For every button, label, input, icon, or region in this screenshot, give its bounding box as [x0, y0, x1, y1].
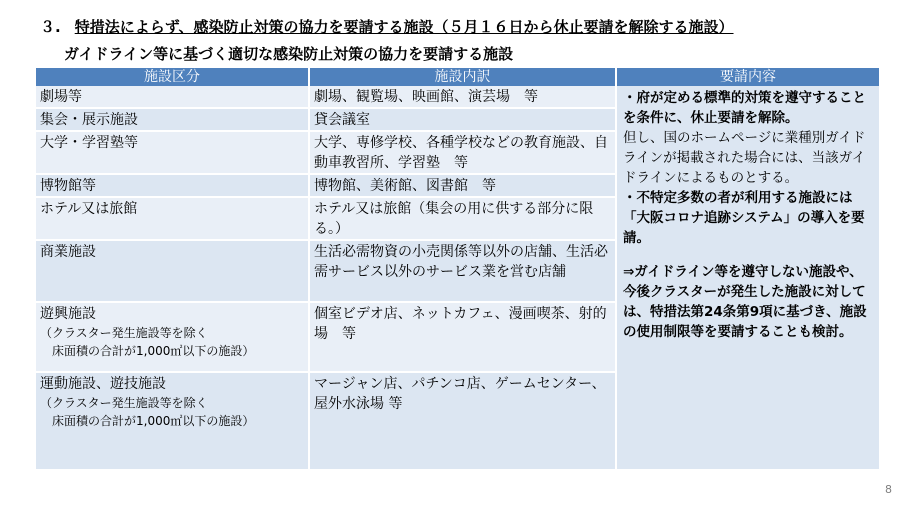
detail-cell: 博物館、美術館、図書館 等 [309, 174, 616, 197]
category-cell: ホテル又は旅館 [36, 197, 309, 240]
detail-cell: 劇場、観覧場、映画館、演芸場 等 [309, 86, 616, 108]
request-cell [616, 86, 879, 470]
detail-cell: 大学、専修学校、各種学校などの教育施設、自動車教習所、学習塾 等 [309, 131, 616, 174]
table-row [36, 86, 879, 108]
page-number: 8 [885, 483, 892, 496]
section-number: ３. [40, 18, 61, 36]
detail-cell: ホテル又は旅館（集会の用に供する部分に限る。） [309, 197, 616, 240]
category-cell: 集会・展示施設 [36, 108, 309, 131]
table-header-row [36, 68, 879, 86]
facility-table [36, 68, 879, 471]
request-guideline-note: 但し、国のホームページに業種別ガイドラインが掲載された場合には、当該ガイドラインによるものとする。 [623, 130, 866, 186]
section-subtitle: ガイドライン等に基づく適切な感染防止対策の協力を要請する施設 [64, 45, 514, 63]
category-cell: 博物館等 [36, 174, 309, 197]
request-main: ・府が定める標準的対策を遵守することを条件に、休止要請を解除。 [623, 90, 866, 126]
category-cell: 商業施設 [36, 240, 309, 302]
header-category: 施設区分 [36, 68, 309, 86]
category-cell: 遊興施設 （クラスター発生施設等を除く 床面積の合計が1,000㎡以下の施設） [36, 302, 309, 372]
detail-cell: マージャン店、パチンコ店、ゲームセンター、屋外水泳場 等 [309, 372, 616, 470]
category-note: （クラスター発生施設等を除く 床面積の合計が1,000㎡以下の施設） [40, 326, 255, 358]
header-detail: 施設内訳 [309, 68, 616, 86]
header-request: 要請内容 [616, 68, 879, 86]
request-tracking-system: ・不特定多数の者が利用する施設には「大阪コロナ追跡システム」の導入を要請。 [623, 190, 865, 246]
category-note: （クラスター発生施設等を除く 床面積の合計が1,000㎡以下の施設） [40, 396, 255, 428]
request-restriction-note: ⇒ガイドライン等を遵守しない施設や、今後クラスターが発生した施設に対しては、特措法第24条第9項に基づき、施設の使用制限等を要請することも検討。 [623, 264, 867, 340]
section-heading [40, 16, 734, 37]
detail-cell: 生活必需物資の小売関係等以外の店舗、生活必需サービス以外のサービス業を営む店舗 [309, 240, 616, 302]
detail-cell: 貸会議室 [309, 108, 616, 131]
category-cell: 大学・学習塾等 [36, 131, 309, 174]
category-cell: 運動施設、遊技施設 （クラスター発生施設等を除く 床面積の合計が1,000㎡以下の施設） [36, 372, 309, 470]
detail-cell: 個室ビデオ店、ネットカフェ、漫画喫茶、射的場 等 [309, 302, 616, 372]
category-cell: 劇場等 [36, 86, 309, 108]
section-title: 特措法によらず、感染防止対策の協力を要請する施設（５月１６日から休止要請を解除する施設） [74, 18, 734, 36]
